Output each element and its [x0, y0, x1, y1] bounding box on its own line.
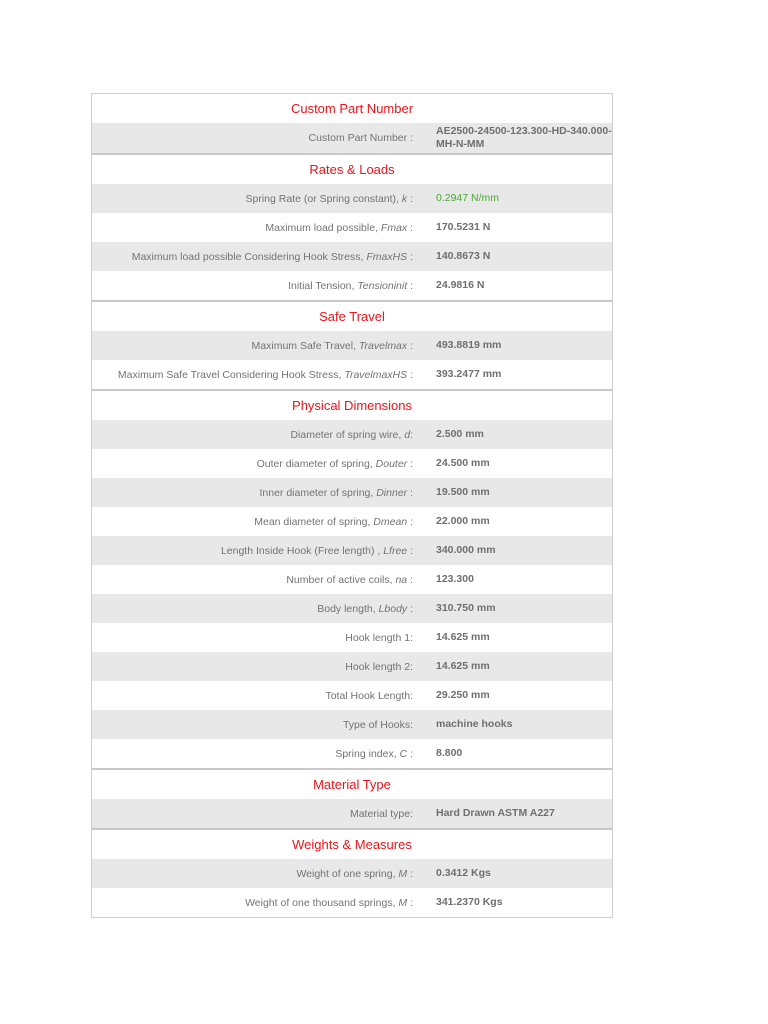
table-row — [92, 331, 612, 360]
table-row — [92, 799, 612, 828]
material-type-value: Hard Drawn ASTM A227 — [436, 807, 555, 819]
row-label: Length Inside Hook (Free length) , Lfree : — [220, 544, 413, 557]
row-label: Total Hook Length: — [325, 689, 413, 702]
row-label: Maximum load possible, Fmax : — [265, 221, 413, 234]
row-label: Maximum load possible Considering Hook Stress, FmaxHS : — [131, 250, 413, 263]
row-label: Number of active coils, na : — [286, 573, 413, 586]
spring-spec-table — [91, 93, 613, 918]
free-length-value: 340.000 mm — [436, 544, 496, 556]
table-row — [92, 478, 612, 507]
section-title-material-type: Material Type — [92, 768, 612, 799]
row-label: Initial Tension, Tensioninit : — [288, 279, 413, 292]
table-row — [92, 739, 612, 768]
max-travel-hook-value: 393.2477 mm — [436, 368, 502, 380]
part-number-value: AE2500-24500-123.300-HD-340.000-MH-N-MM — [436, 125, 612, 150]
row-label: Inner diameter of spring, Dinner : — [259, 486, 413, 499]
hook-length-1-value: 14.625 mm — [436, 631, 490, 643]
active-coils-value: 123.300 — [436, 573, 474, 585]
row-label: Custom Part Number : — [308, 132, 413, 144]
table-row — [92, 242, 612, 271]
table-row — [92, 507, 612, 536]
row-label: Outer diameter of spring, Douter : — [256, 457, 413, 470]
table-row — [92, 123, 612, 153]
weight-one-spring-value: 0.3412 Kgs — [436, 867, 491, 879]
table-row — [92, 594, 612, 623]
table-row — [92, 681, 612, 710]
section-title-safe-travel: Safe Travel — [92, 300, 612, 331]
section-title-rates-loads: Rates & Loads — [92, 153, 612, 184]
row-label: Body length, Lbody : — [317, 602, 413, 615]
row-label: Maximum Safe Travel, Travelmax : — [251, 339, 413, 352]
row-label: Maximum Safe Travel Considering Hook Stress, TravelmaxHS : — [117, 368, 413, 381]
body-length-value: 310.750 mm — [436, 602, 496, 614]
table-row — [92, 360, 612, 389]
table-row — [92, 449, 612, 478]
row-label: Weight of one thousand springs, M : — [245, 896, 413, 909]
row-label: Spring index, C : — [335, 747, 413, 760]
spring-index-value: 8.800 — [436, 747, 463, 759]
row-label: Weight of one spring, M : — [296, 867, 413, 880]
total-hook-length-value: 29.250 mm — [436, 689, 490, 701]
section-title-physical-dimensions: Physical Dimensions — [92, 389, 612, 420]
initial-tension-value: 24.9816 N — [436, 279, 485, 291]
table-row — [92, 271, 612, 300]
row-label: Diameter of spring wire, d: — [290, 428, 413, 441]
row-label: Material type: — [349, 807, 413, 820]
table-row — [92, 710, 612, 739]
max-travel-value: 493.8819 mm — [436, 339, 502, 351]
hook-length-2-value: 14.625 mm — [436, 660, 490, 672]
table-row — [92, 184, 612, 213]
row-label: Hook length 1: — [345, 631, 413, 644]
hook-type-value: machine hooks — [436, 718, 513, 730]
max-load-hook-value: 140.8673 N — [436, 250, 491, 262]
section-title-custom-part-number: Custom Part Number — [92, 94, 612, 123]
section-title-weights-measures: Weights & Measures — [92, 828, 612, 859]
weight-thousand-springs-value: 341.2370 Kgs — [436, 896, 503, 908]
table-row — [92, 213, 612, 242]
table-row — [92, 623, 612, 652]
wire-diameter-value: 2.500 mm — [436, 428, 484, 440]
row-label: Hook length 2: — [345, 660, 413, 673]
spring-rate-value: 0.2947 N/mm — [436, 192, 500, 204]
inner-diameter-value: 19.500 mm — [436, 486, 490, 498]
table-row — [92, 565, 612, 594]
outer-diameter-value: 24.500 mm — [436, 457, 490, 469]
row-label: Mean diameter of spring, Dmean : — [254, 515, 413, 528]
table-row — [92, 859, 612, 888]
row-label: Spring Rate (or Spring constant), k : — [245, 192, 413, 205]
table-row — [92, 888, 612, 917]
row-label: Type of Hooks: — [342, 718, 413, 731]
table-row — [92, 652, 612, 681]
table-row — [92, 536, 612, 565]
mean-diameter-value: 22.000 mm — [436, 515, 490, 527]
table-row — [92, 420, 612, 449]
max-load-value: 170.5231 N — [436, 221, 491, 233]
